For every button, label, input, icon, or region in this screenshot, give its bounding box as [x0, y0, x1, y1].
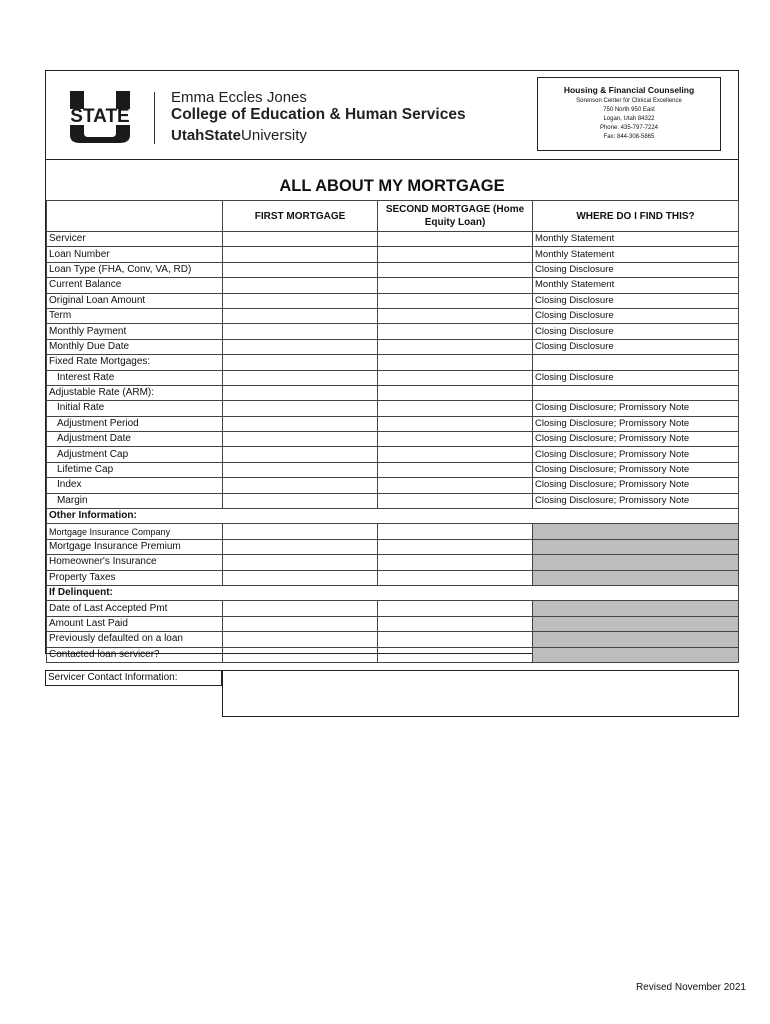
- where-to-find: [533, 570, 739, 585]
- table-row: [47, 462, 739, 477]
- logo-state-text: STATE: [70, 106, 130, 127]
- table-row: [47, 324, 739, 339]
- usu-state-logo: [62, 91, 138, 143]
- university-name: [171, 127, 307, 144]
- where-to-find: Closing Disclosure: [533, 308, 739, 323]
- table-row: [47, 493, 739, 508]
- second-mortgage-input[interactable]: [378, 401, 533, 416]
- second-mortgage-input[interactable]: [378, 524, 533, 539]
- where-to-find: Closing Disclosure: [533, 370, 739, 385]
- first-mortgage-input[interactable]: [223, 524, 378, 539]
- row-label: Monthly Due Date: [47, 339, 223, 354]
- table-header-row: [47, 201, 739, 232]
- table-row: [47, 647, 739, 662]
- where-to-find: Closing Disclosure; Promissory Note: [533, 447, 739, 462]
- where-to-find: Closing Disclosure; Promissory Note: [533, 478, 739, 493]
- college-name-line2: College of Education & Human Services: [171, 106, 466, 123]
- second-mortgage-input[interactable]: [378, 570, 533, 585]
- row-label: Mortgage Insurance Premium: [47, 539, 223, 554]
- row-label: Original Loan Amount: [47, 293, 223, 308]
- contact-lines: [538, 97, 720, 142]
- document-title: ALL ABOUT MY MORTGAGE: [279, 177, 505, 195]
- table-row: [47, 432, 739, 447]
- table-row: [47, 308, 739, 323]
- where-to-find: Closing Disclosure; Promissory Note: [533, 432, 739, 447]
- second-mortgage-input: [378, 355, 533, 370]
- where-to-find: Closing Disclosure: [533, 339, 739, 354]
- table-row: [47, 478, 739, 493]
- where-to-find: [533, 555, 739, 570]
- servicer-contact-label: Servicer Contact Information:: [45, 670, 222, 686]
- first-mortgage-input[interactable]: [223, 324, 378, 339]
- table-row: [47, 555, 739, 570]
- first-mortgage-input[interactable]: [223, 416, 378, 431]
- second-mortgage-input[interactable]: [378, 632, 533, 647]
- contact-line: Sorenson Center for Clinical Excellence: [576, 98, 682, 104]
- second-mortgage-input[interactable]: [378, 478, 533, 493]
- contact-line: 750 North 950 East: [603, 107, 655, 113]
- first-mortgage-input[interactable]: [223, 232, 378, 247]
- row-label: Adjustment Period: [47, 416, 223, 431]
- where-to-find: Closing Disclosure; Promissory Note: [533, 462, 739, 477]
- row-label: Monthly Payment: [47, 324, 223, 339]
- first-mortgage-input[interactable]: [223, 432, 378, 447]
- first-mortgage-input[interactable]: [223, 247, 378, 262]
- first-mortgage-input: [223, 385, 378, 400]
- first-mortgage-input[interactable]: [223, 278, 378, 293]
- second-mortgage-input[interactable]: [378, 370, 533, 385]
- row-label: Interest Rate: [47, 370, 223, 385]
- row-label: Contacted loan servicer?: [47, 647, 223, 662]
- row-label: Amount Last Paid: [47, 616, 223, 631]
- where-to-find: [533, 601, 739, 616]
- table-row: [47, 524, 739, 539]
- college-name-line1: Emma Eccles Jones: [171, 89, 307, 106]
- table-row: [47, 278, 739, 293]
- where-to-find: [533, 524, 739, 539]
- first-mortgage-input[interactable]: [223, 262, 378, 277]
- row-label: Fixed Rate Mortgages:: [47, 355, 223, 370]
- first-mortgage-input[interactable]: [223, 632, 378, 647]
- table-row: [47, 570, 739, 585]
- row-label: Previously defaulted on a loan: [47, 632, 223, 647]
- table-row: [47, 401, 739, 416]
- header-label-cell: [47, 201, 223, 232]
- servicer-contact-field[interactable]: [222, 670, 739, 717]
- row-label: Mortgage Insurance Company: [47, 524, 223, 539]
- first-mortgage-input[interactable]: [223, 539, 378, 554]
- row-label: Other Information:: [47, 509, 223, 524]
- where-to-find: [533, 355, 739, 370]
- mortgage-table: [46, 200, 739, 663]
- second-mortgage-input[interactable]: [378, 278, 533, 293]
- where-to-find: Closing Disclosure; Promissory Note: [533, 401, 739, 416]
- first-mortgage-input[interactable]: [223, 401, 378, 416]
- row-label: Servicer: [47, 232, 223, 247]
- where-to-find: Closing Disclosure; Promissory Note: [533, 493, 739, 508]
- row-label: Adjustment Date: [47, 432, 223, 447]
- row-label: Initial Rate: [47, 401, 223, 416]
- table-row: [47, 355, 739, 370]
- where-to-find: [533, 647, 739, 662]
- university-name-bold: UtahState: [171, 127, 242, 144]
- table-row: [47, 262, 739, 277]
- contact-title: Housing & Financial Counseling: [563, 85, 695, 95]
- university-name-rest: University: [241, 127, 307, 144]
- row-label: Term: [47, 308, 223, 323]
- table-row: [47, 601, 739, 616]
- table-row: [47, 293, 739, 308]
- where-to-find: Closing Disclosure; Promissory Note: [533, 416, 739, 431]
- header-second-mortgage: SECOND MORTGAGE (Home Equity Loan): [378, 201, 533, 232]
- row-label: Date of Last Accepted Pmt: [47, 601, 223, 616]
- table-row: [47, 385, 739, 400]
- second-mortgage-input[interactable]: [378, 247, 533, 262]
- form-sheet: [45, 70, 739, 660]
- first-mortgage-input[interactable]: [223, 647, 378, 662]
- first-mortgage-input[interactable]: [223, 293, 378, 308]
- first-mortgage-input[interactable]: [223, 601, 378, 616]
- table-row: [47, 370, 739, 385]
- second-mortgage-input[interactable]: [378, 462, 533, 477]
- header: [46, 71, 738, 160]
- table-row: [47, 247, 739, 262]
- second-mortgage-input[interactable]: [378, 293, 533, 308]
- second-mortgage-input[interactable]: [378, 647, 533, 662]
- contact-line: Phone: 435-797-7224: [599, 125, 659, 131]
- where-to-find: Monthly Statement: [533, 232, 739, 247]
- first-mortgage-input[interactable]: [223, 339, 378, 354]
- where-to-find: [533, 616, 739, 631]
- row-label: Adjustment Cap: [47, 447, 223, 462]
- table-row: [47, 447, 739, 462]
- second-mortgage-input[interactable]: [378, 493, 533, 508]
- first-mortgage-input[interactable]: [223, 370, 378, 385]
- first-mortgage-input[interactable]: [223, 308, 378, 323]
- table-row: [47, 416, 739, 431]
- where-to-find: Closing Disclosure: [533, 293, 739, 308]
- where-to-find: [533, 539, 739, 554]
- first-mortgage-input[interactable]: [223, 616, 378, 631]
- first-mortgage-input[interactable]: [223, 555, 378, 570]
- first-mortgage-input[interactable]: [223, 570, 378, 585]
- row-label: Adjustable Rate (ARM):: [47, 385, 223, 400]
- first-mortgage-input: [223, 355, 378, 370]
- second-mortgage-input: [378, 385, 533, 400]
- second-mortgage-input[interactable]: [378, 324, 533, 339]
- section-filler: [223, 509, 739, 524]
- second-mortgage-input[interactable]: [378, 539, 533, 554]
- first-mortgage-input[interactable]: [223, 478, 378, 493]
- table-row: [47, 585, 739, 600]
- second-mortgage-input[interactable]: [378, 416, 533, 431]
- contact-box: [537, 77, 721, 151]
- row-label: Loan Type (FHA, Conv, VA, RD): [47, 262, 223, 277]
- header-first-mortgage: FIRST MORTGAGE: [223, 201, 378, 232]
- section-filler: [223, 585, 739, 600]
- where-to-find: Closing Disclosure: [533, 324, 739, 339]
- logo-divider: [154, 92, 155, 144]
- row-label: Loan Number: [47, 247, 223, 262]
- second-mortgage-input[interactable]: [378, 308, 533, 323]
- second-mortgage-input[interactable]: [378, 555, 533, 570]
- where-to-find: Closing Disclosure: [533, 262, 739, 277]
- row-label: If Delinquent:: [47, 585, 223, 600]
- second-mortgage-input[interactable]: [378, 339, 533, 354]
- first-mortgage-input[interactable]: [223, 493, 378, 508]
- table-row: [47, 616, 739, 631]
- table-row: [47, 232, 739, 247]
- second-mortgage-input[interactable]: [378, 432, 533, 447]
- first-mortgage-input[interactable]: [223, 462, 378, 477]
- second-mortgage-input[interactable]: [378, 601, 533, 616]
- contact-line: Fax: 844-308-5865: [603, 134, 655, 140]
- table-row: [47, 632, 739, 647]
- row-label: Lifetime Cap: [47, 462, 223, 477]
- where-to-find: Monthly Statement: [533, 278, 739, 293]
- second-mortgage-input[interactable]: [378, 447, 533, 462]
- where-to-find: [533, 632, 739, 647]
- revision-note: Revised November 2021: [635, 982, 746, 993]
- first-mortgage-input[interactable]: [223, 447, 378, 462]
- where-to-find: [533, 385, 739, 400]
- second-mortgage-input[interactable]: [378, 262, 533, 277]
- row-label: Margin: [47, 493, 223, 508]
- row-label: Homeowner's Insurance: [47, 555, 223, 570]
- row-label: Index: [47, 478, 223, 493]
- contact-line: Logan, Utah 84322: [603, 116, 655, 122]
- header-where: WHERE DO I FIND THIS?: [533, 201, 739, 232]
- second-mortgage-input[interactable]: [378, 616, 533, 631]
- table-row: [47, 339, 739, 354]
- second-mortgage-input[interactable]: [378, 232, 533, 247]
- table-row: [47, 539, 739, 554]
- row-label: Property Taxes: [47, 570, 223, 585]
- row-label: Current Balance: [47, 278, 223, 293]
- table-row: [47, 509, 739, 524]
- where-to-find: Monthly Statement: [533, 247, 739, 262]
